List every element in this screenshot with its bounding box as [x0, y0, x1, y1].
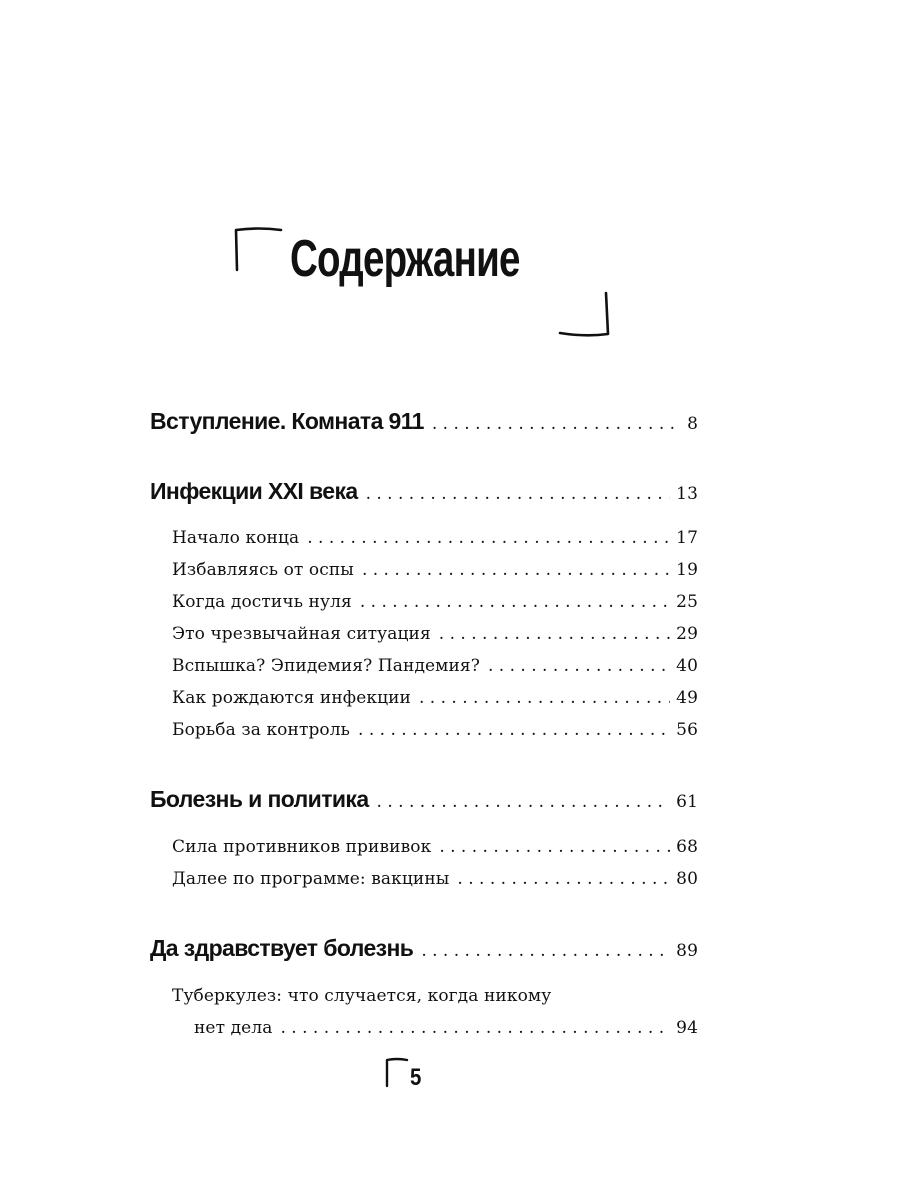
dot-leader: [358, 720, 670, 740]
toc-entry-label: Когда достичь нуля: [172, 592, 352, 612]
toc-entry-label: Борьба за контроль: [172, 720, 351, 740]
toc-entry[interactable]: [172, 837, 698, 857]
dot-leader: [280, 1018, 670, 1038]
toc-page-number: 19: [676, 560, 698, 580]
toc-section-label: Болезнь и политика: [150, 786, 369, 812]
toc-page-number: 8: [687, 414, 698, 434]
toc-entry[interactable]: [172, 592, 698, 612]
toc-entry-label: Сила противников прививок: [172, 837, 432, 857]
toc-entry-label: Туберкулез: что случается, когда никому: [172, 986, 552, 1006]
toc-entry[interactable]: [172, 560, 698, 580]
dot-leader: [362, 560, 670, 580]
page-number: 5: [410, 1064, 422, 1091]
toc-entry-label: Начало конца: [172, 528, 300, 548]
toc-section[interactable]: [150, 478, 698, 505]
dot-leader: [432, 414, 681, 434]
dot-leader: [421, 941, 670, 961]
corner-bracket-bottom-right: [557, 290, 613, 340]
corner-bracket-top-left: [233, 224, 283, 272]
page-title: Содержание: [290, 230, 520, 288]
toc-entry[interactable]: [172, 624, 698, 644]
toc-entry-label: Избавляясь от оспы: [172, 560, 354, 580]
toc-entry-label: Далее по программе: вакцины: [172, 869, 450, 889]
toc-section[interactable]: [150, 935, 698, 962]
toc-page-number: 40: [676, 656, 698, 676]
dot-leader: [377, 792, 671, 812]
toc-page-number: 80: [676, 869, 698, 889]
toc-entry[interactable]: [172, 528, 698, 548]
toc-page-number: 49: [676, 688, 698, 708]
toc-entry-first-line[interactable]: [172, 986, 698, 1006]
toc-entry-label: Вспышка? Эпидемия? Пандемия?: [172, 656, 480, 676]
toc-page-number: 89: [676, 941, 698, 961]
toc-section[interactable]: [150, 786, 698, 813]
dot-leader: [360, 592, 670, 612]
toc-page-number: 61: [676, 792, 698, 812]
toc-page-number: 17: [676, 528, 698, 548]
toc-page-number: 56: [676, 720, 698, 740]
toc-section-label: Да здравствует болезнь: [150, 935, 414, 961]
toc-page-number: 68: [676, 837, 698, 857]
toc-page-number: 13: [676, 484, 698, 504]
toc-section-label: Вступление. Комната 911: [150, 408, 424, 434]
corner-bracket-page-number: [384, 1056, 410, 1088]
toc-page-number: 29: [676, 624, 698, 644]
toc-entry[interactable]: [172, 656, 698, 676]
toc-entry-label: Как рождаются инфекции: [172, 688, 411, 708]
toc-entry-label: нет дела: [194, 1018, 273, 1038]
toc-entry-label: Это чрезвычайная ситуация: [172, 624, 431, 644]
dot-leader: [419, 688, 670, 708]
dot-leader: [457, 869, 670, 889]
toc-page-number: 94: [676, 1018, 698, 1038]
toc-entry[interactable]: [172, 869, 698, 889]
dot-leader: [366, 484, 671, 504]
toc-entry[interactable]: [172, 688, 698, 708]
toc-page-number: 25: [676, 592, 698, 612]
dot-leader: [439, 837, 670, 857]
toc-entry-continuation[interactable]: [194, 1018, 698, 1038]
toc-entry[interactable]: [172, 720, 698, 740]
dot-leader: [439, 624, 670, 644]
dot-leader: [307, 528, 670, 548]
toc-section-label: Инфекции XXI века: [150, 478, 358, 504]
toc-section[interactable]: [150, 408, 698, 435]
dot-leader: [488, 656, 670, 676]
